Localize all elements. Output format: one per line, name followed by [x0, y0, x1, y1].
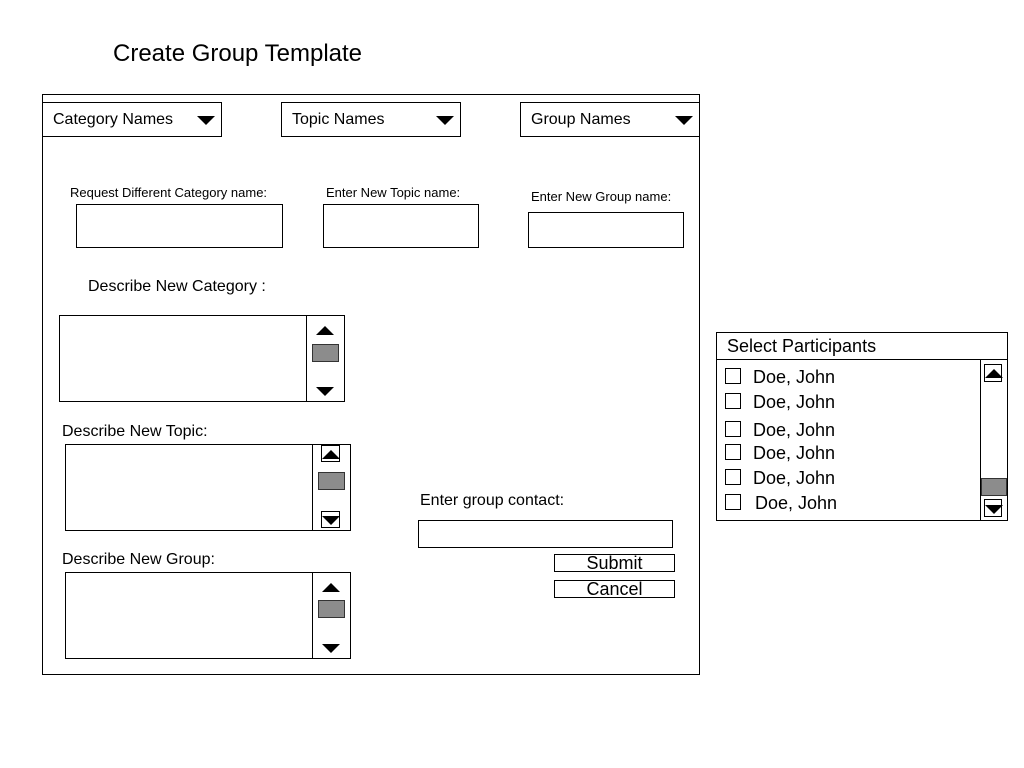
participant-name: Doe, John: [753, 420, 836, 440]
chevron-down-icon: [197, 116, 215, 125]
scroll-down-icon[interactable]: [316, 387, 334, 396]
category-names-dropdown[interactable]: [42, 102, 222, 137]
chevron-down-icon: [436, 116, 454, 125]
category-dropdown-label: Category Names: [53, 111, 174, 128]
scroll-down-icon: [985, 505, 1003, 514]
participant-checkbox[interactable]: [725, 469, 741, 485]
participants-scrollbar[interactable]: [980, 360, 1007, 520]
participant-name: Doe, John: [755, 493, 838, 513]
scroll-down-button[interactable]: [321, 511, 340, 528]
participant-name: Doe, John: [753, 367, 836, 387]
category-name-input[interactable]: [76, 204, 283, 248]
scrollbar-thumb[interactable]: [318, 600, 345, 618]
scroll-down-icon: [322, 516, 340, 525]
scroll-up-button[interactable]: [984, 364, 1002, 382]
group-name-label: Enter New Group name:: [531, 189, 672, 204]
chevron-down-icon: [675, 116, 693, 125]
scroll-up-icon: [322, 450, 340, 459]
category-name-label: Request Different Category name:: [70, 185, 268, 200]
group-name-input[interactable]: [528, 212, 684, 248]
topic-names-dropdown[interactable]: [281, 102, 461, 137]
scrollbar-thumb[interactable]: [312, 344, 339, 362]
topic-name-input[interactable]: [323, 204, 479, 248]
category-scrollbar[interactable]: [306, 316, 344, 401]
describe-group-label: Describe New Group:: [62, 551, 215, 568]
scroll-up-icon[interactable]: [322, 583, 340, 592]
page-title: Create Group Template: [113, 40, 363, 67]
participant-checkbox[interactable]: [725, 494, 741, 510]
scrollbar-thumb[interactable]: [318, 472, 345, 490]
topic-name-label: Enter New Topic name:: [326, 185, 461, 200]
group-scrollbar[interactable]: [312, 573, 350, 658]
participant-name: Doe, John: [753, 443, 836, 463]
participant-checkbox[interactable]: [725, 444, 741, 460]
scroll-down-icon[interactable]: [322, 644, 340, 653]
scrollbar-thumb[interactable]: [981, 478, 1007, 496]
participants-title: Select Participants: [727, 336, 877, 356]
participants-panel: [716, 332, 1008, 521]
participant-checkbox[interactable]: [725, 421, 741, 437]
group-names-dropdown[interactable]: [520, 102, 700, 137]
describe-category-label: Describe New Category :: [88, 278, 266, 295]
submit-button[interactable]: Submit: [554, 554, 675, 572]
participant-checkbox[interactable]: [725, 393, 741, 409]
group-contact-label: Enter group contact:: [420, 492, 565, 509]
group-dropdown-label: Group Names: [531, 111, 631, 128]
describe-category-textarea[interactable]: [59, 315, 345, 402]
describe-group-textarea[interactable]: [65, 572, 351, 659]
topic-scrollbar[interactable]: [312, 445, 350, 530]
scroll-up-button[interactable]: [321, 445, 340, 462]
describe-topic-label: Describe New Topic:: [62, 423, 208, 440]
describe-topic-textarea[interactable]: [65, 444, 351, 531]
participant-name: Doe, John: [753, 392, 836, 412]
participant-checkbox[interactable]: [725, 368, 741, 384]
topic-dropdown-label: Topic Names: [292, 111, 385, 128]
group-contact-input[interactable]: [418, 520, 673, 548]
scroll-up-icon: [985, 369, 1003, 378]
scroll-down-button[interactable]: [984, 499, 1002, 517]
cancel-button[interactable]: Cancel: [554, 580, 675, 598]
scroll-up-icon[interactable]: [316, 326, 334, 335]
participant-name: Doe, John: [753, 468, 836, 488]
participants-header: [717, 333, 1007, 360]
